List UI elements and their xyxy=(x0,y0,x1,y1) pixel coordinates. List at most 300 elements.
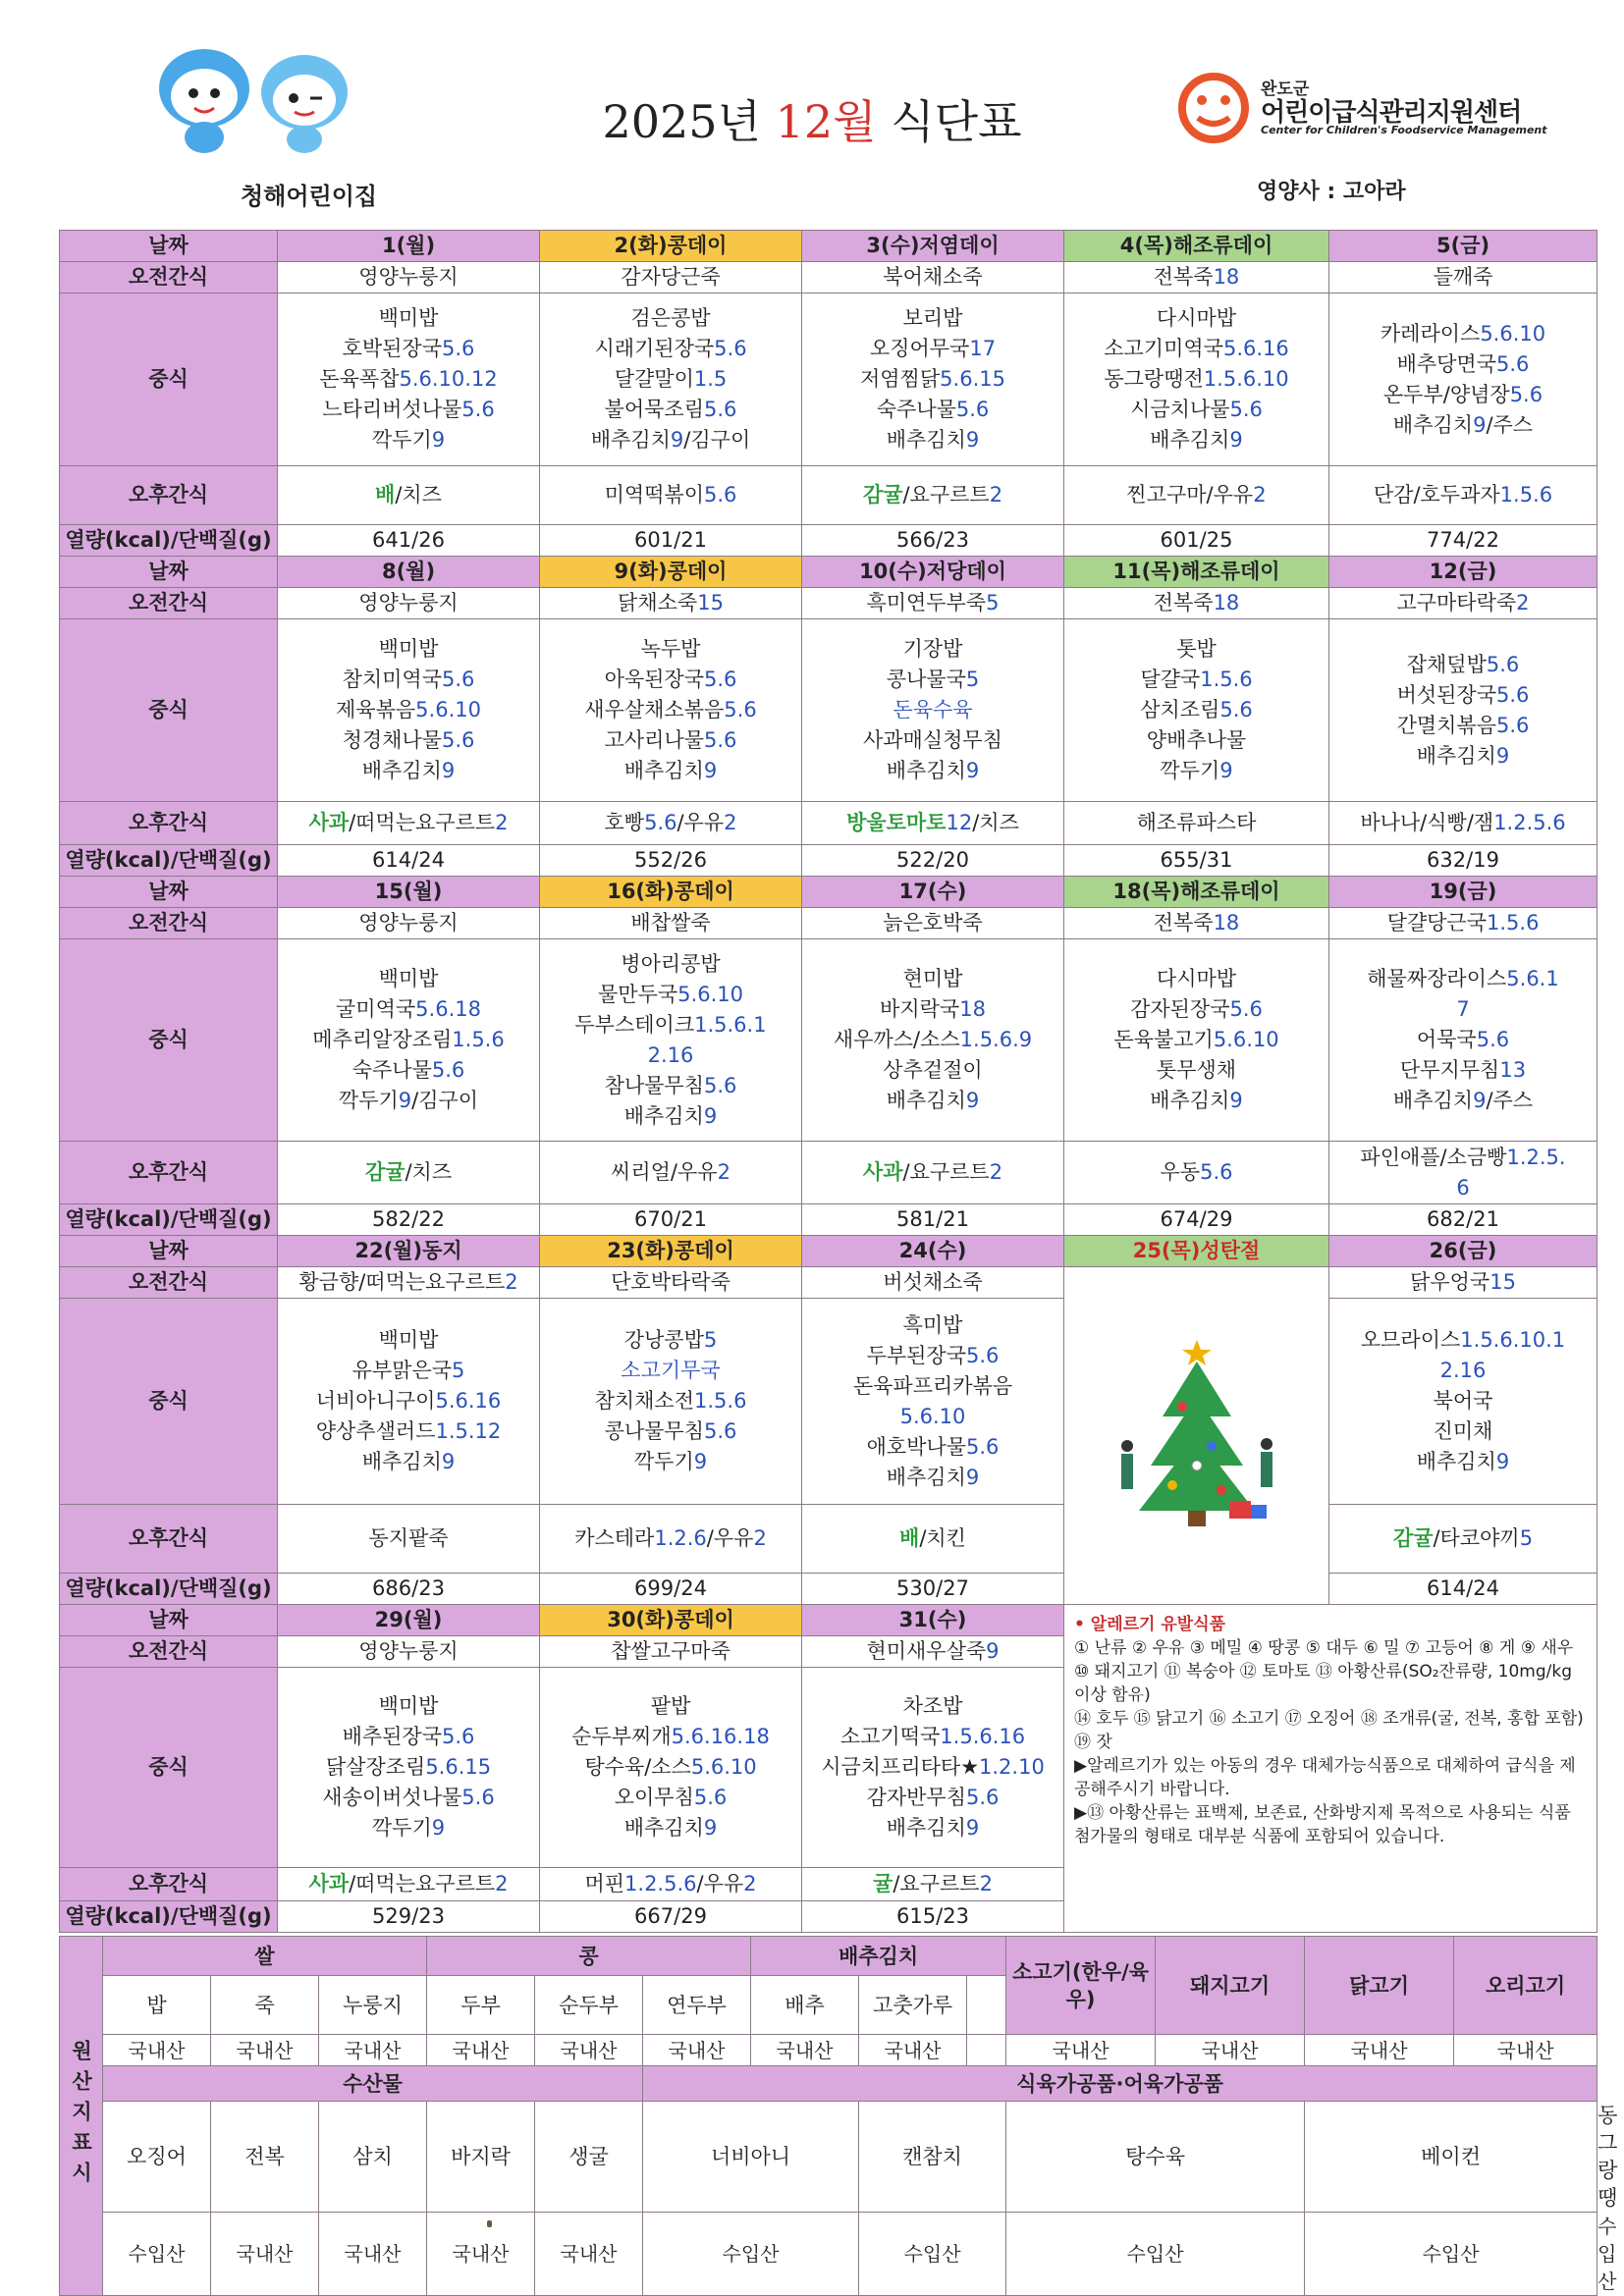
day-header: 25(목)성탄절 xyxy=(1064,1236,1329,1267)
day-header: 26(금) xyxy=(1329,1236,1597,1267)
lunch-item: 순두부찌개5.6.16.18 xyxy=(571,1725,770,1748)
lunch-item: 병아리콩밥 xyxy=(621,951,721,976)
lunch-cell xyxy=(278,294,540,466)
day-header: 5(금) xyxy=(1329,231,1597,262)
origin-value: 국내산 xyxy=(103,2035,211,2066)
nutritionist: 영양사 : 고아라 xyxy=(1257,180,1406,204)
pm-snack-cell xyxy=(1064,466,1329,525)
origin-item: 죽 xyxy=(211,1976,319,2035)
pm-snack-cell xyxy=(1329,466,1597,525)
lunch-item: 돈육파프리카볶음 xyxy=(852,1373,1013,1398)
day-header: 12(금) xyxy=(1329,557,1597,588)
pm-snack-text: 감귤/요구르트2 xyxy=(862,483,1003,507)
day-header: 23(화)콩데이 xyxy=(540,1236,802,1267)
pm-snack-text: 방울토마토12/치즈 xyxy=(846,811,1019,834)
origin-item: 바지락 xyxy=(427,2102,535,2213)
am-snack-cell: 단호박타락죽 xyxy=(540,1267,802,1299)
pm-snack-text: 감귤/치즈 xyxy=(364,1160,453,1184)
origin-item: 삼치 xyxy=(319,2102,427,2213)
menu-table xyxy=(59,230,1597,1933)
lunch-item: 굴미역국5.6.18 xyxy=(336,997,481,1021)
pm-snack-cell xyxy=(540,1505,802,1574)
lunch-item: 참치미역국5.6 xyxy=(342,667,475,691)
row-label-am_snack: 오전간식 xyxy=(60,1636,278,1668)
lunch-item: 사과매실청무침 xyxy=(862,728,1002,752)
lunch-item: 2.16 xyxy=(1439,1359,1487,1382)
row-label-pm_snack: 오후간식 xyxy=(60,802,278,845)
lunch-item: 차조밥 xyxy=(902,1694,963,1718)
origin-value: 국내산 xyxy=(427,2213,535,2296)
am-snack-cell: 전복죽18 xyxy=(1064,908,1329,939)
lunch-item: 오징어무국17 xyxy=(869,337,997,360)
origin-item: 캔참치 xyxy=(859,2102,1006,2213)
lunch-item: 깍두기9 xyxy=(633,1450,708,1473)
origin-item: 전복 xyxy=(211,2102,319,2213)
lunch-item: 깍두기9/김구이 xyxy=(338,1089,479,1112)
am-snack-cell: 버섯채소죽 xyxy=(802,1267,1064,1299)
origin-value: 국내산 xyxy=(535,2035,643,2066)
row-label-kcal: 열량(kcal)/단백질(g) xyxy=(60,1574,278,1605)
lunch-cell xyxy=(540,1668,802,1868)
lunch-item: 카레라이스5.6.10 xyxy=(1380,321,1546,346)
origin-value: 국내산 xyxy=(427,2035,535,2066)
row-label-pm_snack: 오후간식 xyxy=(60,1868,278,1901)
lunch-item: 온두부/양념장5.6 xyxy=(1382,382,1543,406)
lunch-item: 어묵국5.6 xyxy=(1416,1028,1510,1051)
am-snack-cell: 감자당근죽 xyxy=(540,262,802,294)
pm-snack-text: 카스테라1.2.6/우유2 xyxy=(574,1526,767,1550)
lunch-item: 배추김치9/김구이 xyxy=(590,428,751,452)
row-label-kcal: 열량(kcal)/단백질(g) xyxy=(60,1901,278,1933)
lunch-item: 시래기된장국5.6 xyxy=(594,337,747,360)
origin-table: 원산지표시 쌀 콩 배추김치 소고기(한우/육우) 돼지고기 닭고기 오리고기 밥 죽 누룽지 두부 순두부 연두부 배추 고춧가루 국내산 국내산 국내산 국내산 국내산 국내산 국내산 국내산 국내산 국내산 국내산 국내산 수산물 식육가공품·어육가공품 오징어 전복 삼치 바지락 생굴 너비아니 캔참치 탕수육 베이컨 동그랑땡 수입산 국내산 국내산 국내산 국내산 수입산 수입산 수입산 수입산 수입산 xyxy=(59,1936,1597,2296)
lunch-item: 돈육불고기5.6.10 xyxy=(1113,1028,1279,1051)
row-label-date: 날짜 xyxy=(60,1605,278,1636)
lunch-item: 삼치조림5.6 xyxy=(1140,698,1253,721)
lunch-item: 닭살장조림5.6.15 xyxy=(325,1755,492,1779)
kcal-cell: 699/24 xyxy=(540,1574,802,1605)
lunch-item: 콩나물무침5.6 xyxy=(604,1419,737,1443)
origin-value: 수입산 xyxy=(1305,2213,1597,2296)
day-header: 24(수) xyxy=(802,1236,1064,1267)
lunch-item: 배추김치9 xyxy=(886,1465,980,1489)
origin-side-label: 원산지표시 xyxy=(60,1937,103,2296)
lunch-item: 배추김치9 xyxy=(1150,1089,1243,1112)
allergy-line: ⑭ 호두 ⑮ 닭고기 ⑯ 소고기 ⑰ 오징어 ⑱ 조개류(굴, 전복, 홍합 포함) ⑲ 잣 xyxy=(1074,1709,1584,1752)
lunch-item: 배추김치9 xyxy=(623,1103,718,1128)
lunch-item: 7 xyxy=(1456,997,1470,1021)
am-snack-cell: 늙은호박죽 xyxy=(802,908,1064,939)
origin-meat-header: 닭고기 xyxy=(1305,1937,1454,2035)
lunch-item: 백미밥 xyxy=(378,1694,439,1718)
lunch-item: 흑미밥 xyxy=(902,1312,963,1337)
pm-snack-text: 단감/호두과자1.5.6 xyxy=(1373,483,1553,507)
allergy-line: ▶알레르기가 있는 아동의 경우 대체가능식품으로 대체하여 급식을 제공해주시기 바랍니다. xyxy=(1074,1756,1576,1799)
pm-snack-text: 사과/떠먹는요구르트2 xyxy=(308,1872,509,1896)
pm-snack-text: 우동5.6 xyxy=(1160,1160,1233,1184)
row-label-lunch: 중식 xyxy=(60,1299,278,1505)
origin-value: 국내산 xyxy=(319,2035,427,2066)
pm-snack-cell xyxy=(1064,802,1329,845)
day-header: 9(화)콩데이 xyxy=(540,557,802,588)
day-header: 18(목)해조류데이 xyxy=(1064,877,1329,908)
row-label-date: 날짜 xyxy=(60,231,278,262)
am-snack-cell: 흑미연두부죽5 xyxy=(802,588,1064,619)
lunch-item: 강낭콩밥5 xyxy=(623,1328,718,1352)
lunch-item: 현미밥 xyxy=(902,967,963,990)
lunch-item: 톳밥 xyxy=(1176,637,1217,661)
lunch-item: 배추김치9 xyxy=(886,1816,980,1840)
christmas-tree-icon xyxy=(1104,1328,1290,1534)
kcal-cell: 566/23 xyxy=(802,525,1064,557)
row-label-am_snack: 오전간식 xyxy=(60,262,278,294)
pm-snack-text: 찐고구마/우유2 xyxy=(1126,483,1267,507)
origin-value: 국내산 xyxy=(535,2213,643,2296)
lunch-item: 북어국 xyxy=(1433,1389,1493,1413)
origin-value: 국내산 xyxy=(751,2035,859,2066)
origin-kimchi-header: 배추김치 xyxy=(751,1937,1006,1976)
kcal-cell: 614/24 xyxy=(1329,1574,1597,1605)
lunch-item: 달걀국1.5.6 xyxy=(1140,667,1253,691)
pm-snack-cell xyxy=(540,802,802,845)
am-snack-cell: 영양누룽지 xyxy=(278,262,540,294)
lunch-item: 새우살채소볶음5.6 xyxy=(584,698,757,721)
lunch-item: 메추리알장조림1.5.6 xyxy=(312,1028,505,1051)
kcal-cell: 581/21 xyxy=(802,1204,1064,1236)
am-snack-cell: 찹쌀고구마죽 xyxy=(540,1636,802,1668)
lunch-cell xyxy=(1329,1299,1597,1505)
lunch-cell xyxy=(278,1668,540,1868)
lunch-item: 참치채소전1.5.6 xyxy=(594,1389,747,1413)
lunch-item: 배추김치9 xyxy=(623,759,718,782)
origin-value: 국내산 xyxy=(1454,2035,1597,2066)
origin-meat-header: 소고기(한우/육우) xyxy=(1006,1937,1156,2035)
row-label-am_snack: 오전간식 xyxy=(60,1267,278,1299)
lunch-item: 새송이버섯나물5.6 xyxy=(322,1786,495,1809)
lunch-item: 동그랑땡전1.5.6.10 xyxy=(1104,367,1289,391)
origin-item: 탕수육 xyxy=(1006,2102,1305,2213)
origin-value: 수입산 xyxy=(859,2213,1006,2296)
lunch-item: 배추된장국5.6 xyxy=(342,1725,475,1748)
lunch-cell xyxy=(1064,294,1329,466)
origin-value: 국내산 xyxy=(859,2035,967,2066)
lunch-item: 상추겉절이 xyxy=(883,1058,983,1082)
row-label-date: 날짜 xyxy=(60,1236,278,1267)
origin-value: 국내산 xyxy=(643,2035,751,2066)
pm-snack-text: 씨리얼/우유2 xyxy=(611,1160,731,1184)
day-header: 30(화)콩데이 xyxy=(540,1605,802,1636)
pm-snack-cell xyxy=(1329,1142,1597,1204)
row-label-lunch: 중식 xyxy=(60,619,278,802)
allergy-line: ▶⑬ 아황산류는 표백제, 보존료, 산화방지제 목적으로 사용되는 식품첨가물의 형태로 대부분 식품에 포함되어 있습니다. xyxy=(1074,1803,1571,1846)
lunch-item: 백미밥 xyxy=(378,637,439,661)
lunch-item: 5.6.10 xyxy=(899,1404,966,1428)
row-label-am_snack: 오전간식 xyxy=(60,588,278,619)
lunch-item: 바지락국18 xyxy=(880,997,986,1021)
kcal-cell: 667/29 xyxy=(540,1901,802,1933)
day-header: 16(화)콩데이 xyxy=(540,877,802,908)
lunch-cell xyxy=(802,619,1064,802)
logo-main: 어린이급식관리지원센터 xyxy=(1261,98,1522,128)
lunch-item: 감자반무침5.6 xyxy=(866,1786,1000,1809)
pm-snack-text: 배/치킨 xyxy=(899,1526,966,1550)
origin-item: 연두부 xyxy=(643,1976,751,2035)
pm-snack-text: 귤/요구르트2 xyxy=(873,1872,993,1896)
lunch-item: 배추김치9 xyxy=(886,1089,980,1112)
lunch-item: 백미밥 xyxy=(378,967,439,990)
lunch-item: 배추김치9 xyxy=(1416,743,1510,768)
pm-snack-cell xyxy=(1329,1505,1597,1574)
lunch-item: 기장밥 xyxy=(902,637,963,661)
am-snack-cell: 전복죽18 xyxy=(1064,262,1329,294)
origin-item: 순두부 xyxy=(535,1976,643,2035)
row-label-kcal: 열량(kcal)/단백질(g) xyxy=(60,1204,278,1236)
lunch-item: 호박된장국5.6 xyxy=(342,337,475,360)
pm-snack-cell xyxy=(540,466,802,525)
lunch-item: 느타리버섯나물5.6 xyxy=(322,398,495,421)
lunch-item: 다시마밥 xyxy=(1156,967,1237,990)
lunch-item: 두부된장국5.6 xyxy=(866,1343,1000,1367)
lunch-item: 탕수육/소스5.6.10 xyxy=(584,1755,757,1779)
lunch-item: 간멸치볶음5.6 xyxy=(1396,713,1530,737)
pm-snack-cell xyxy=(802,466,1064,525)
pm-snack-cell xyxy=(1064,1142,1329,1204)
lunch-item: 숙주나물5.6 xyxy=(352,1058,465,1082)
pm-snack-cell xyxy=(802,1142,1064,1204)
pm-snack-text: 미역떡볶이5.6 xyxy=(604,483,737,507)
pm-snack-text: 6 xyxy=(1456,1175,1470,1200)
pm-snack-cell xyxy=(278,1505,540,1574)
pm-snack-cell xyxy=(278,1142,540,1204)
lunch-item: 보리밥 xyxy=(902,306,963,330)
kcal-cell: 601/21 xyxy=(540,525,802,557)
lunch-item: 단무지무침13 xyxy=(1399,1058,1527,1082)
page-title: 2025년 12월 식단표 xyxy=(602,95,1022,148)
lunch-item: 소고기떡국1.5.6.16 xyxy=(839,1725,1026,1748)
pm-snack-text: 사과/떠먹는요구르트2 xyxy=(308,811,509,834)
kcal-cell: 682/21 xyxy=(1329,1204,1597,1236)
lunch-item: 해물짜장라이스5.6.1 xyxy=(1367,967,1559,990)
pm-snack-text: 바나나/식빵/잼1.2.5.6 xyxy=(1360,811,1566,834)
pm-snack-text: 해조류파스타 xyxy=(1136,811,1257,834)
lunch-item: 검은콩밥 xyxy=(630,306,711,330)
kcal-cell: 655/31 xyxy=(1064,845,1329,877)
lunch-item: 돈육폭찹5.6.10.12 xyxy=(319,367,498,391)
am-snack-cell: 닭채소죽15 xyxy=(540,588,802,619)
row-label-date: 날짜 xyxy=(60,557,278,588)
origin-value: 국내산 xyxy=(211,2035,319,2066)
day-header: 29(월) xyxy=(278,1605,540,1636)
kcal-cell: 530/27 xyxy=(802,1574,1064,1605)
am-snack-cell: 영양누룽지 xyxy=(278,908,540,939)
lunch-item: 오이무침5.6 xyxy=(614,1786,728,1809)
lunch-item: 제육볶음5.6.10 xyxy=(336,698,481,721)
allergy-line: ① 난류 ② 우유 ③ 메밀 ④ 땅콩 ⑤ 대두 ⑥ 밀 ⑦ 고등어 ⑧ 게 ⑨ 새우 ⑩ 돼지고기 ⑪ 복숭아 ⑫ 토마토 ⑬ 아황산류(SO₂잔류량, 10mg/kg 이상 함유) xyxy=(1074,1638,1574,1705)
lunch-item: 깍두기9 xyxy=(1160,759,1233,782)
lunch-item: 불어묵조림5.6 xyxy=(604,398,737,421)
lunch-cell xyxy=(278,1299,540,1505)
lunch-cell xyxy=(1329,294,1597,466)
kcal-cell: 774/22 xyxy=(1329,525,1597,557)
row-label-pm_snack: 오후간식 xyxy=(60,1142,278,1204)
lunch-item: 녹두밥 xyxy=(640,637,701,661)
center-logo xyxy=(1174,69,1547,147)
lunch-cell xyxy=(802,939,1064,1142)
pm-snack-text: 배/치즈 xyxy=(375,483,442,507)
lunch-cell xyxy=(278,939,540,1142)
origin-value: 국내산 xyxy=(1006,2035,1156,2066)
center-name: 청해어린이집 xyxy=(241,183,378,210)
lunch-item: 깍두기9 xyxy=(371,1816,446,1840)
am-snack-cell: 들깨죽 xyxy=(1329,262,1597,294)
lunch-item: 양상추샐러드1.5.12 xyxy=(315,1419,502,1443)
origin-value: 국내산 xyxy=(1156,2035,1305,2066)
kcal-cell: 582/22 xyxy=(278,1204,540,1236)
am-snack-cell: 현미새우살죽9 xyxy=(802,1636,1064,1668)
origin-value: 국내산 xyxy=(211,2213,319,2296)
pm-snack-cell xyxy=(1329,802,1597,845)
kcal-cell: 632/19 xyxy=(1329,845,1597,877)
holiday-cell xyxy=(1064,1267,1329,1605)
origin-empty xyxy=(967,2035,1006,2066)
lunch-item: 소고기무국 xyxy=(621,1359,721,1382)
lunch-item: 버섯된장국5.6 xyxy=(1396,682,1530,707)
row-label-kcal: 열량(kcal)/단백질(g) xyxy=(60,845,278,877)
origin-value: 수입산 xyxy=(643,2213,859,2296)
lunch-item: 시금치나물5.6 xyxy=(1130,398,1263,421)
lunch-item: 유부맑은국5 xyxy=(352,1359,465,1382)
lunch-item: 톳무생채 xyxy=(1156,1058,1237,1082)
allergy-heading: • 알레르기 유발식품 xyxy=(1074,1615,1226,1634)
origin-item: 생굴 xyxy=(535,2102,643,2213)
lunch-item: 2.16 xyxy=(647,1042,694,1067)
row-label-date: 날짜 xyxy=(60,877,278,908)
lunch-item: 돈육수육 xyxy=(893,698,973,721)
origin-item: 밥 xyxy=(103,1976,211,2035)
kcal-cell: 674/29 xyxy=(1064,1204,1329,1236)
lunch-item: 너비아니구이5.6.16 xyxy=(315,1389,502,1413)
lunch-item: 배추김치9 xyxy=(1416,1450,1510,1473)
lunch-item: 콩나물국5 xyxy=(886,667,980,691)
kcal-cell: 529/23 xyxy=(278,1901,540,1933)
am-snack-cell: 고구마타락죽2 xyxy=(1329,588,1597,619)
lunch-item: 잡채덮밥5.6 xyxy=(1406,652,1520,676)
logo-en: Center for Children's Foodservice Management xyxy=(1261,124,1547,136)
am-snack-cell: 황금향/떠먹는요구르트2 xyxy=(278,1267,540,1299)
am-snack-cell: 전복죽18 xyxy=(1064,588,1329,619)
row-label-pm_snack: 오후간식 xyxy=(60,1505,278,1574)
day-header: 17(수) xyxy=(802,877,1064,908)
origin-meat-header: 오리고기 xyxy=(1454,1937,1597,2035)
lunch-item: 다시마밥 xyxy=(1156,306,1237,330)
lunch-item: 배추당면국5.6 xyxy=(1396,351,1530,376)
day-header: 3(수)저염데이 xyxy=(802,231,1064,262)
origin-value: 수입산 xyxy=(1006,2213,1305,2296)
kcal-cell: 552/26 xyxy=(540,845,802,877)
origin-rice-header: 쌀 xyxy=(103,1937,427,1976)
lunch-item: 배추김치9 xyxy=(361,1450,456,1473)
lunch-item: 진미채 xyxy=(1433,1419,1493,1443)
pm-snack-cell xyxy=(540,1142,802,1204)
origin-meat-header: 돼지고기 xyxy=(1156,1937,1305,2035)
lunch-item: 깍두기9 xyxy=(371,428,446,452)
lunch-item: 두부스테이크1.5.6.1 xyxy=(574,1012,767,1037)
pm-snack-text: 호빵5.6/우유2 xyxy=(604,811,737,834)
day-header: 15(월) xyxy=(278,877,540,908)
day-header: 8(월) xyxy=(278,557,540,588)
origin-value: 국내산 xyxy=(1305,2035,1454,2066)
origin-value: 수입산 xyxy=(103,2213,211,2296)
lunch-item: 배추김치9/주스 xyxy=(1392,1089,1534,1112)
lunch-item: 배추김치9/주스 xyxy=(1392,412,1534,437)
pm-snack-text: 사과/요구르트2 xyxy=(862,1160,1003,1184)
am-snack-cell: 북어채소죽 xyxy=(802,262,1064,294)
lunch-item: 참나물무침5.6 xyxy=(604,1073,737,1097)
lunch-cell xyxy=(278,619,540,802)
lunch-item: 새우까스/소스1.5.6.9 xyxy=(833,1028,1033,1051)
lunch-cell xyxy=(802,1668,1064,1868)
lunch-cell xyxy=(540,1299,802,1505)
lunch-item: 백미밥 xyxy=(378,306,439,330)
lunch-item: 청경채나물5.6 xyxy=(342,728,475,752)
lunch-cell xyxy=(540,619,802,802)
origin-item: 베이컨 xyxy=(1305,2102,1597,2213)
kcal-cell: 686/23 xyxy=(278,1574,540,1605)
pm-snack-cell xyxy=(802,802,1064,845)
pm-snack-text: 머핀1.2.5.6/우유2 xyxy=(584,1872,757,1896)
kcal-cell: 614/24 xyxy=(278,845,540,877)
smile-logo-icon xyxy=(1174,69,1253,147)
am-snack-cell: 달걀당근국1.5.6 xyxy=(1329,908,1597,939)
lunch-item: 감자된장국5.6 xyxy=(1130,997,1263,1021)
pm-snack-cell xyxy=(802,1505,1064,1574)
origin-value: 국내산 xyxy=(319,2213,427,2296)
origin-processed-header: 식육가공품·어육가공품 xyxy=(643,2066,1597,2102)
lunch-item: 오므라이스1.5.6.10.1 xyxy=(1360,1328,1566,1352)
logo-sub: 완도군 xyxy=(1261,80,1310,99)
lunch-cell xyxy=(1064,619,1329,802)
row-label-lunch: 중식 xyxy=(60,939,278,1142)
lunch-item: 백미밥 xyxy=(378,1328,439,1352)
pm-snack-cell xyxy=(278,1868,540,1901)
lunch-item: 물만두국5.6.10 xyxy=(598,982,743,1006)
day-header: 2(화)콩데이 xyxy=(540,231,802,262)
pm-snack-text: 파인애플/소금빵1.2.5. xyxy=(1360,1145,1566,1169)
origin-bean-header: 콩 xyxy=(427,1937,751,1976)
lunch-cell xyxy=(802,1299,1064,1505)
pm-snack-cell xyxy=(540,1868,802,1901)
lunch-item: 애호박나물5.6 xyxy=(866,1434,1000,1459)
origin-item: 너비아니 xyxy=(643,2102,859,2213)
lunch-item: 달걀말이1.5 xyxy=(614,367,728,391)
lunch-cell xyxy=(1329,619,1597,802)
lunch-item: 배추김치9 xyxy=(361,759,456,782)
row-label-lunch: 중식 xyxy=(60,294,278,466)
kcal-cell: 601/25 xyxy=(1064,525,1329,557)
origin-seafood-header: 수산물 xyxy=(103,2066,643,2102)
day-header: 4(목)해조류데이 xyxy=(1064,231,1329,262)
allergy-notice xyxy=(1064,1605,1597,1933)
pm-snack-cell xyxy=(278,466,540,525)
origin-item: 고춧가루 xyxy=(859,1976,967,2035)
row-label-kcal: 열량(kcal)/단백질(g) xyxy=(60,525,278,557)
lunch-item: 배추김치9 xyxy=(886,759,980,782)
lunch-item: 양배추나물 xyxy=(1146,728,1247,752)
row-label-am_snack: 오전간식 xyxy=(60,908,278,939)
origin-item: 오징어 xyxy=(103,2102,211,2213)
am-snack-cell: 닭우엉국15 xyxy=(1329,1267,1597,1299)
lunch-item: 팥밥 xyxy=(650,1694,691,1718)
